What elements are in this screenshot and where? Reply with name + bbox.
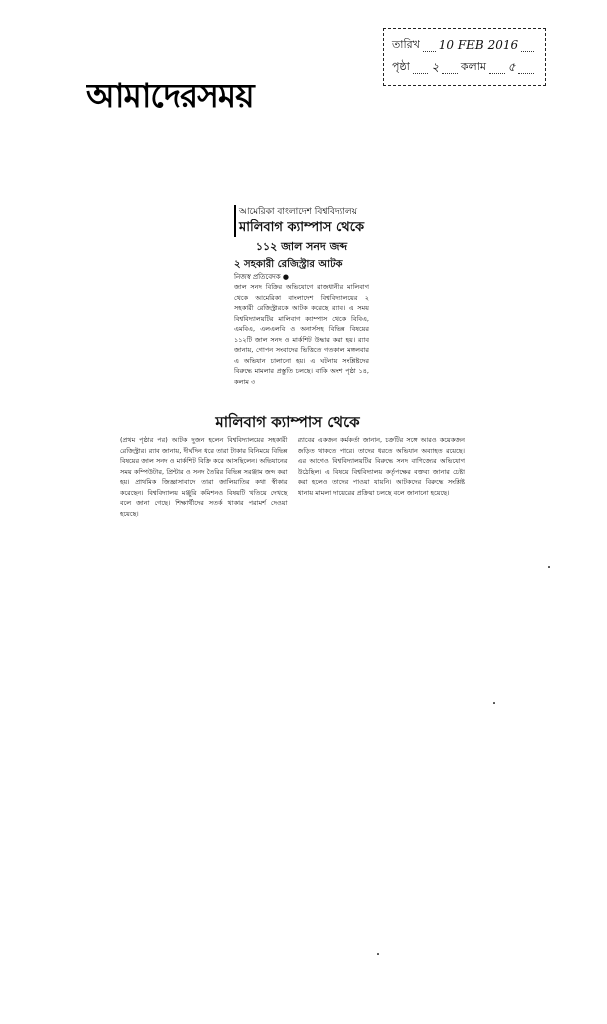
- continuation-column-2: র‌্যাবের একজন কর্মকর্তা জানান, চক্রটির সঙ্গে আরও কয়েকজন জড়িত থাকতে পারে। তাদের ধরতে অভিযান অব্যাহত রয়েছে। এর আগেও বিশ্ববিদ্যালয়টির বিরুদ্ধে সনদ বাণিজ্যের অভিযোগ উঠেছিল। এ বিষয়ে বিশ্ববিদ্যালয় কর্তৃপক্ষের বক্তব্য জানার চেষ্টা করা হলেও তাদের পাওয়া যায়নি। আটকদের বিরুদ্ধে সংশ্লিষ্ট থানায় মামলা দায়েরের প্রক্রিয়া চলছে বলে জানানো হয়েছে।: [297, 436, 465, 497]
- article-continuation: [120, 412, 465, 532]
- scan-speck: [493, 702, 495, 704]
- stamp-dots: [521, 39, 534, 52]
- article-headline: মালিবাগ ক্যাম্পাস থেকে: [234, 219, 369, 237]
- stamp-column-value: ৫: [507, 60, 516, 74]
- stamp-dots: [423, 39, 436, 52]
- article-byline: নিজস্ব প্রতিবেদক ●: [234, 273, 290, 281]
- continuation-column-1: (প্রথম পৃষ্ঠার পর) আটক দুজন হলেন বিশ্ববিদ্যালয়ের সহকারী রেজিস্ট্রার। র‌্যাব জানায়, দীর্ঘদিন ধরে তারা টাকার বিনিময়ে বিভিন্ন বিষয়ের জাল সনদ ও মার্কশিট বিক্রি করে আসছিলেন। অভিযানের সময় কম্পিউটার, প্রিন্টার ও সনদ তৈরির বিভিন্ন সরঞ্জাম জব্দ করা হয়। প্রাথমিক জিজ্ঞাসাবাদে তারা জালিয়াতির কথা স্বীকার করেছেন। বিশ্ববিদ্যালয় মঞ্জুরি কমিশনও বিষয়টি খতিয়ে দেখছে বলে জানা গেছে। শিক্ষার্থীদের সতর্ক থাকার পরামর্শ দেওয়া হয়েছে।: [120, 436, 288, 518]
- date-stamp: [383, 28, 546, 86]
- article-body: জাল সনদ বিক্রির অভিযোগে রাজধানীর মালিবাগ থেকে আমেরিকা বাংলাদেশ বিশ্ববিদ্যালয়ের ২ সহকারী রেজিস্ট্রারকে আটক করেছে র‌্যাব। এ সময় বিশ্ববিদ্যালয়টির মালিবাগ ক্যাম্পাস থেকে বিবিএ, এমবিএ, এলএলবি ও অনার্সসহ বিভিন্ন বিষয়ের ১১২টি জাল সনদ ও মার্কশিট উদ্ধার করা হয়। র‌্যাব জানায়, গোপন সংবাদের ভিত্তিতে গতকাল মঙ্গলবার এ অভিযান চালানো হয়। এ ঘটনায় সংশ্লিষ্টদের বিরুদ্ধে মামলার প্রস্তুতি চলছে। বাকি অংশ পৃষ্ঠা ১৪, কলাম ৩: [234, 283, 369, 386]
- stamp-date-row: [392, 34, 537, 56]
- article-subheadline: ১১২ জাল সনদ জব্দ: [255, 240, 348, 253]
- stamp-date-label: তারিখ: [392, 38, 420, 51]
- newspaper-masthead: আমাদেরসময়: [86, 76, 254, 115]
- scan-speck: [548, 566, 550, 568]
- continuation-headline: মালিবাগ ক্যাম্পাস থেকে: [215, 413, 360, 431]
- stamp-page-label: পৃষ্ঠা: [392, 60, 410, 73]
- stamp-dots: [442, 61, 458, 74]
- stamp-page-value: ২: [431, 60, 440, 74]
- stamp-dots: [518, 61, 534, 74]
- stamp-column-label: কলাম: [460, 60, 487, 73]
- scan-speck: [377, 953, 379, 955]
- stamp-page-row: [392, 56, 537, 78]
- article-kicker: আমেরিকা বাংলাদেশ বিশ্ববিদ্যালয়: [234, 205, 369, 219]
- article-deck: ২ সহকারী রেজিস্ট্রার আটক: [234, 259, 343, 270]
- stamp-date-value: 10 FEB 2016: [438, 38, 519, 52]
- stamp-dots: [413, 61, 429, 74]
- article-clipping: [234, 205, 369, 415]
- continuation-columns: [120, 435, 465, 523]
- stamp-dots: [489, 61, 505, 74]
